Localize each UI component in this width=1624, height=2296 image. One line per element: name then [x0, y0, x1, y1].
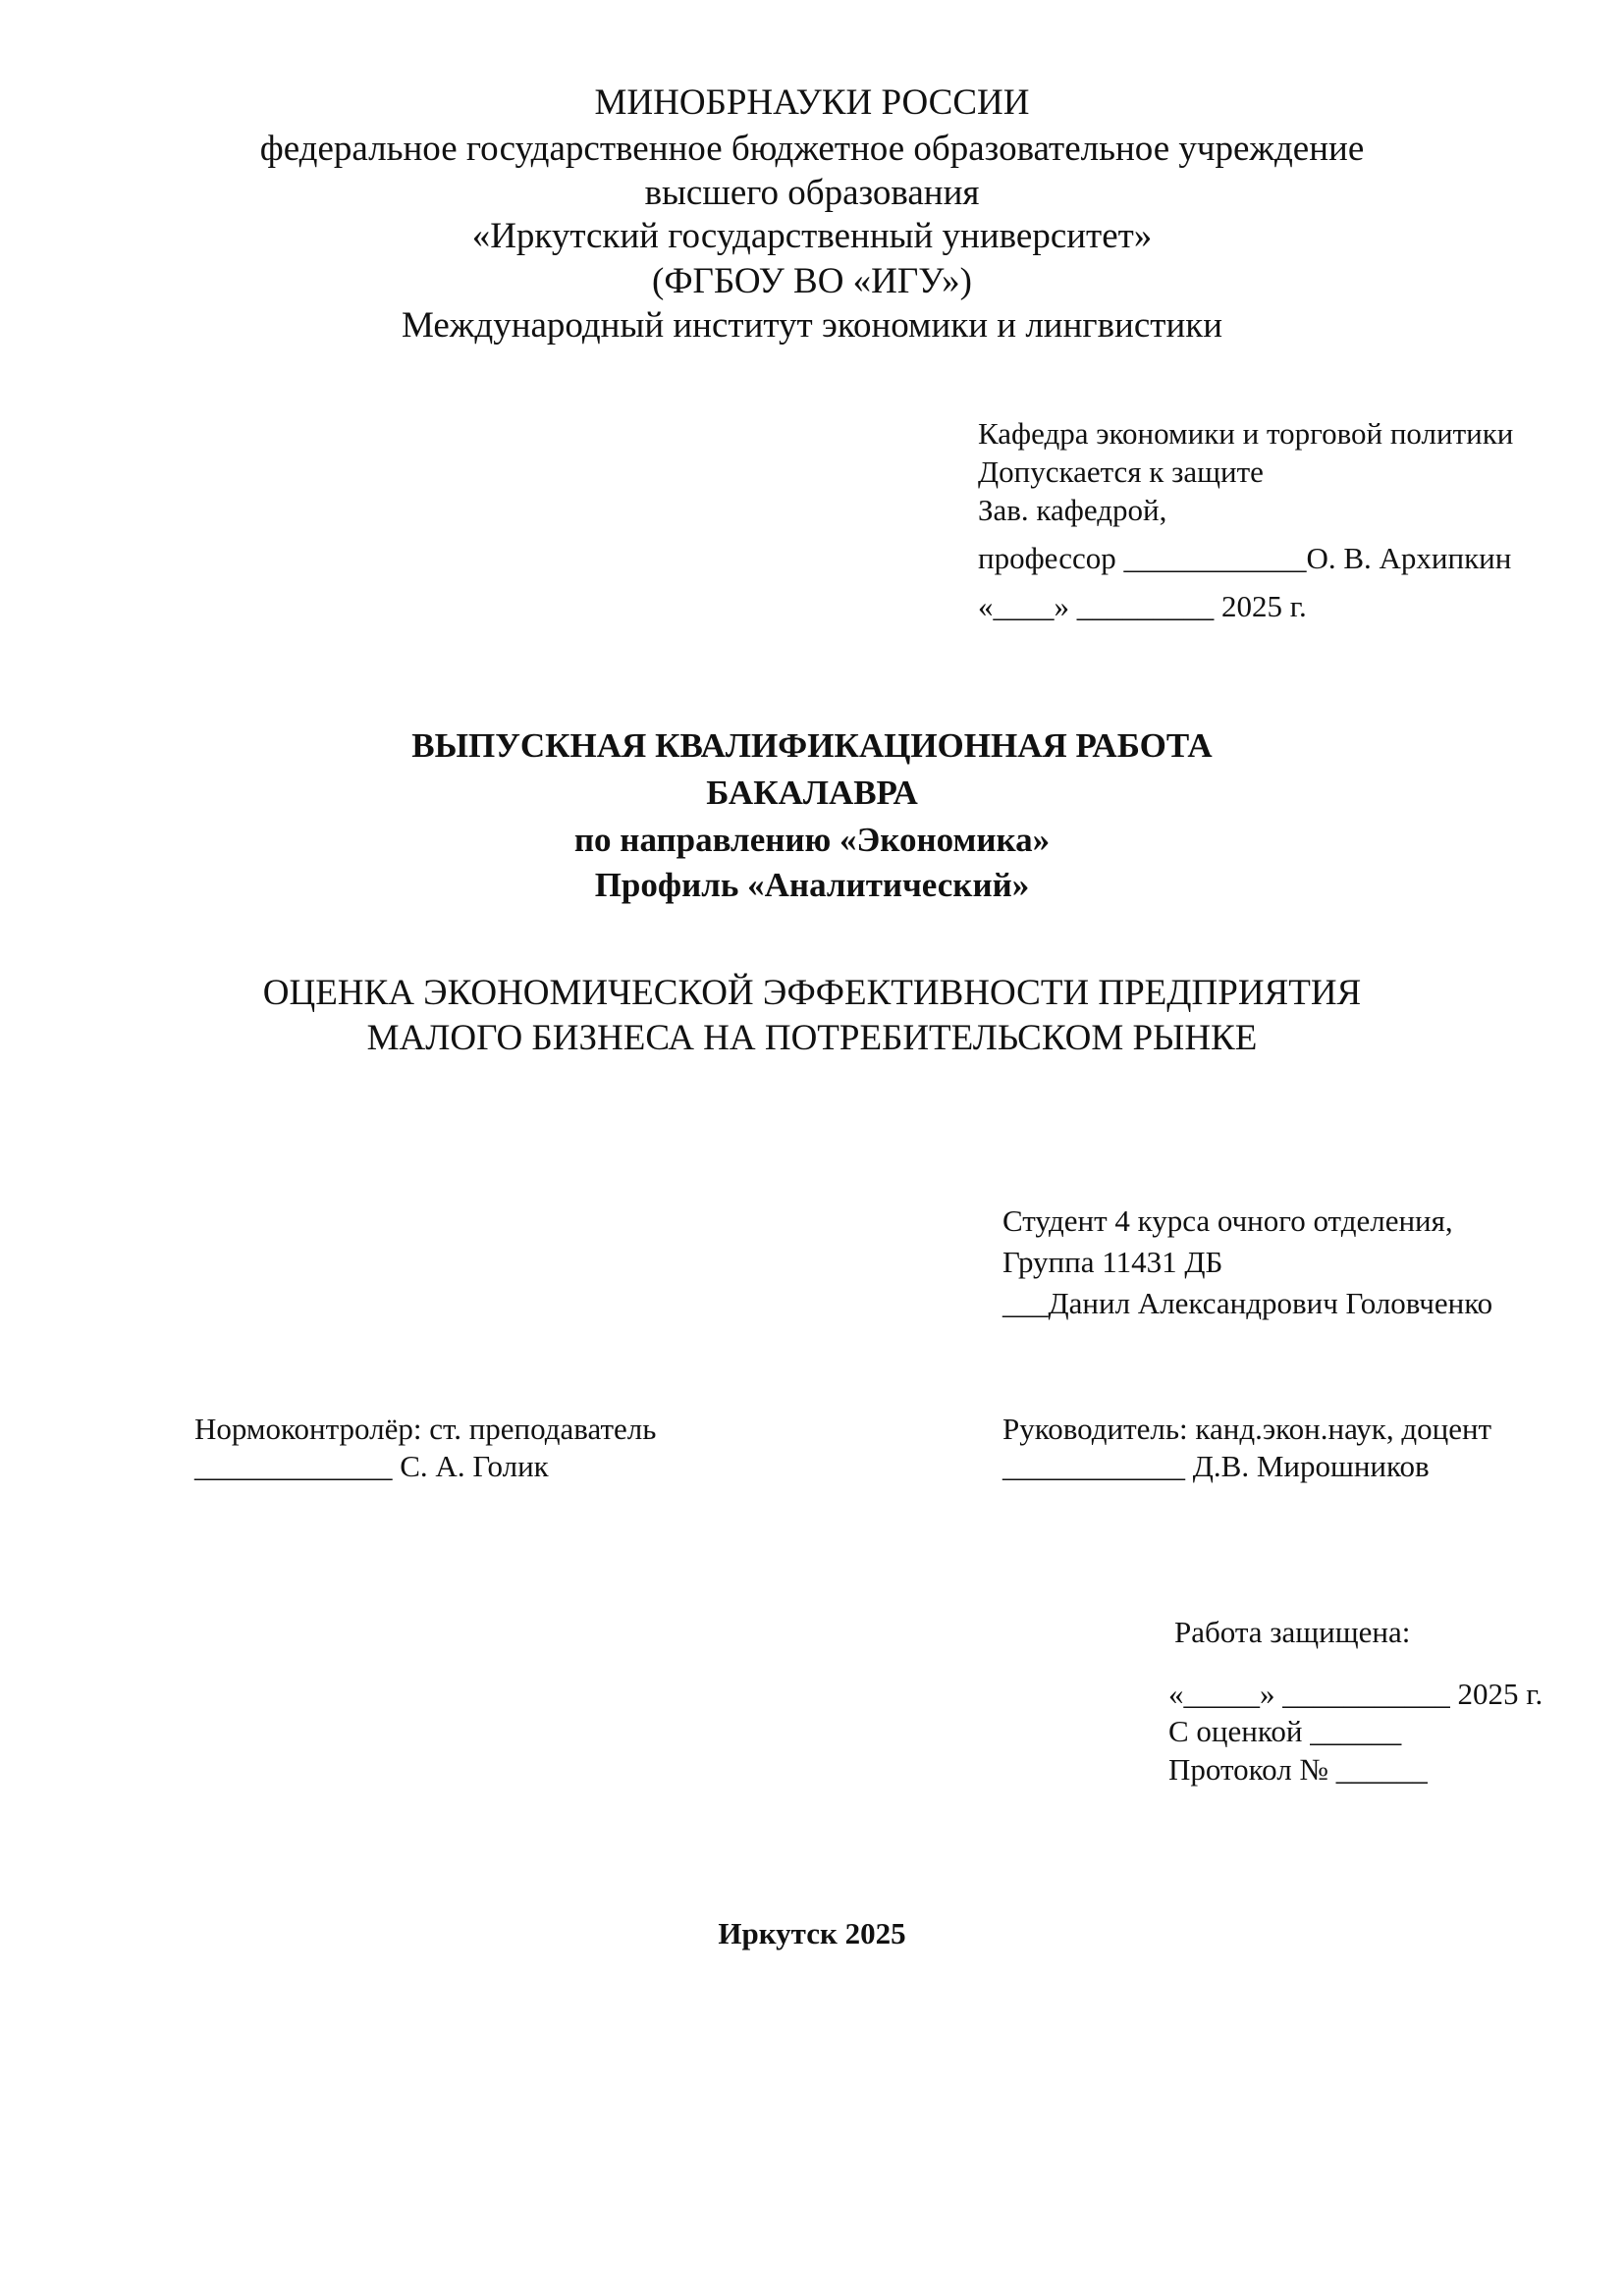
profile-line: Профиль «Аналитический» — [594, 866, 1030, 904]
department-line: Кафедра экономики и торговой политики — [978, 416, 1514, 451]
degree-line: БАКАЛАВРА — [706, 774, 918, 812]
defense-grade-line: С оценкой ______ — [1168, 1714, 1402, 1748]
education-level-line: высшего образования — [644, 173, 980, 213]
student-group-line: Группа 11431 ДБ — [1002, 1245, 1223, 1279]
city-year-line: Иркутск 2025 — [718, 1916, 906, 1950]
topic-line-2: МАЛОГО БИЗНЕСА НА ПОТРЕБИТЕЛЬСКОМ РЫНКЕ — [366, 1018, 1258, 1058]
supervisor-signature-line: ____________ Д.В. Мирошников — [1002, 1449, 1430, 1483]
student-name-line: ___Данил Александрович Головченко — [1002, 1286, 1493, 1320]
university-abbr-line: (ФГБОУ ВО «ИГУ») — [652, 261, 972, 301]
ministry-line: МИНОБРНАУКИ РОССИИ — [594, 82, 1030, 123]
approval-date-line: «____» _________ 2025 г. — [978, 589, 1307, 623]
normcontrol-signature-line: _____________ С. А. Голик — [194, 1449, 549, 1483]
institution-type-line: федеральное государственное бюджетное образовательное учреждение — [259, 129, 1365, 169]
topic-line-1: ОЦЕНКА ЭКОНОМИЧЕСКОЙ ЭФФЕКТИВНОСТИ ПРЕДПРИЯТИЯ — [262, 973, 1362, 1013]
head-of-department-line: Зав. кафедрой, — [978, 493, 1167, 527]
university-name-line: «Иркутский государственный университет» — [471, 216, 1153, 256]
defense-date-line: «_____» ___________ 2025 г. — [1168, 1677, 1543, 1711]
direction-line: по направлению «Экономика» — [573, 821, 1051, 859]
defense-protocol-line: Протокол № ______ — [1168, 1752, 1428, 1787]
institute-line: Международный институт экономики и лингвистики — [401, 305, 1223, 346]
supervisor-role-line: Руководитель: канд.экон.наук, доцент — [1002, 1412, 1492, 1446]
professor-signature-line: профессор ____________О. В. Архипкин — [978, 541, 1512, 575]
student-course-line: Студент 4 курса очного отделения, — [1002, 1203, 1453, 1238]
defense-label-line: Работа защищена: — [1174, 1615, 1411, 1649]
work-type-line: ВЫПУСКНАЯ КВАЛИФИКАЦИОННАЯ РАБОТА — [411, 726, 1213, 765]
normcontrol-role-line: Нормоконтролёр: ст. преподаватель — [194, 1412, 657, 1446]
admitted-line: Допускается к защите — [978, 454, 1264, 489]
